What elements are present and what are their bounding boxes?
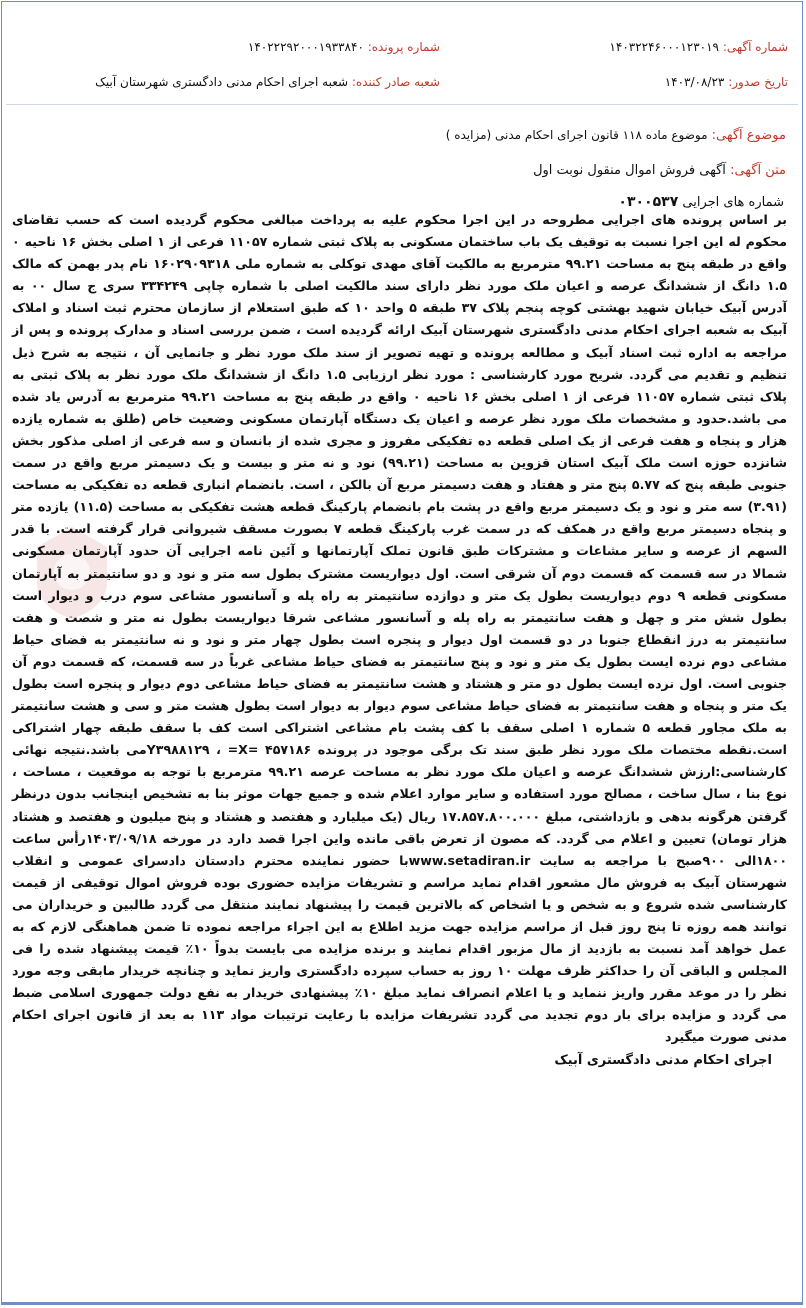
issuer-row [95, 74, 440, 90]
subject-label: موضوع آگهی: [711, 128, 786, 143]
issuer-value: شعبه اجرای احکام مدنی دادگستری شهرستان آبیک [95, 75, 349, 89]
signoff: اجرای احکام مدنی دادگستری آبیک [554, 1053, 772, 1068]
issue-date-value: ۱۴۰۳/۰۸/۲۳ [664, 75, 725, 89]
notice-frame [1, 1, 803, 1305]
text-title-row [533, 162, 786, 180]
ad-number-row [609, 39, 788, 55]
text-title: آگهی فروش اموال منقول نوبت اول [533, 163, 726, 178]
ad-number-value: ۱۴۰۳۲۲۴۶۰۰۰۱۲۳۰۱۹ [609, 40, 719, 54]
issue-date-label: تاریخ صدور: [728, 75, 788, 89]
issuer-label: شعبه صادر کننده: [351, 75, 440, 89]
notice-body-paragraph: بر اساس پرونده های اجرایی مطروحه در این اجرا محکوم علیه به پرداخت مبالغی محکوم گردیده است که حسب تقاضای محکوم له این اجرا نسبت به توقیف یک باب ساختمان مسکونی به پلاک ثبتی شماره ۱۱۰۵۷ فرعی از ۱ اصلی بخش ۱۶ ناحیه ۰ واقع در طبقه پنج به مساحت ۹۹.۲۱ مترمربع به مالکیت آقای مهدی توکلی به شماره ملی ۱۶۰۲۹۰۹۳۱۸ نام پدر بهمن که مالک ۱.۵ دانگ از ششدانگ عرصه و اعیان ملک مورد نظر دارای سند مالکیت اصلی با شماره چاپی ۳۳۴۲۴۹ سری ج سال ۰۰ به آدرس آبیک خیابان شهید بهشتی کوچه پنجم پلاک ۳۷ طبقه ۵ واحد ۱۰ که طبق استعلام از سازمان محترم ثبت اسناد و املاک آبیک به شعبه اجرای احکام مدنی دادگستری شهرستان آبیک ارائه گردیده است ، ضمن بررسی اسناد و مدارک پرونده و پس از مراجعه به اداره ثبت اسناد آبیک و مطالعه پرونده و تهیه تصویر از سند ملک مورد نظر و جانمایی آن ، نتیجه به شرح ذیل تنظیم و تقدیم می گردد. شریح مورد کارشناسی : مورد نظر ارزیابی ۱.۵ دانگ از ششدانگ ملک مورد نظر به پلاک ثبتی به پلاک ثبتی شماره ۱۱۰۵۷ فرعی از ۱ اصلی بخش ۱۶ ناحیه ۰ واقع در طبقه پنج به مساحت ۹۹.۲۱ مترمربع به آدرس یاد شده می باشد.حدود و مشخصات ملک مورد نظر عرصه و اعیان یک دستگاه آپارتمان مسکونی وضعیت خاص (طلق به شماره یازده هزار و پنجاه و هفت فرعی از یک اصلی قطعه ده تفکیکی مفروز و مجری شده از بانسان و سه فرعی از اصلی مذکور بخش شانزده حوزه است ملک آبیک استان قزوین به مساحت (۹۹.۲۱) نود و نه متر و بیست و یک دسیمتر مربع واقع در سمت جنوبی طبقه پنج که ۵.۷۷ پنج متر و هفتاد و هفت دسیمتر مربع آن بالکن ، است. بانضمام انباری قطعه ده تفکیکی به مساحت (۳.۹۱) سه متر و نود و یک دسیمتر مربع واقع در پشت بام بانضمام پارکینگ قطعه هشت تفکیکی به مساحت (۱۱.۵) یازده متر و پنجاه دسیمتر مربع واقع در همکف که در سمت غرب پارکینگ قطعه ۷ بصورت مسقف شیروانی قرار گرفته است. با قدر السهم از عرصه و سایر مشاعات و مشترکات طبق قانون تملک آپارتمانها و آئین نامه اجرایی آن حدود آپارتمان مسکونی شمالا در سه قسمت که قسمت دوم آن شرقی است. اول دیواریست مشترک بطول سه متر و نود و دو سانتیمتر به آپارتمان مسکونی قطعه ۹ دوم دیواریست بطول یک متر و دوازده سانتیمتر به راه پله و آسانسور مشاعی سوم درب و دیوار است بطول شش متر و چهل و هفت سانتیمتر به راه پله و آسانسور مشاعی شرقا دیواریست بطول نه متر و شصت و هفت سانتیمتر به درز انقطاع جنوبا در دو قسمت اول دیوار و پنجره است بطول چهار متر و نود و نه سانتیمتر به فضای حیاط مشاعی دوم نرده ایست بطول یک متر و نود و پنج سانتیمتر به فضای حیاط مشاعی غرباً در سه قسمت، که قسمت دوم آن جنوبی است. اول نرده ایست بطول دو متر و هشتاد و هشت سانتیمتر به فضای حیاط مشاعی دوم دیوار و پنجره است بطول یک متر و پنجاه و هفت سانتیمتر به فضای حیاط مشاعی سوم دیوار به دیوار است بطول هشت متر و سی و هشت سانتیمتر به ملک مجاور قطعه ۵ شماره ۱ اصلی سقف با کف پشت بام مشاعی اشتراکی است کف با سقف طبقه چهار اشتراکی است.نقطه مختصات ملک مورد نظر طبق سند تک برگی موجود در پرونده ۴۵۷۱۸۶ =Y۳۹۸۸۱۲۹ ، =Xمی باشد.نتیجه نهائی کارشناسی:ارزش ششدانگ عرصه و اعیان ملک مورد نظر به مساحت عرصه ۹۹.۲۱ مترمربع با توجه به موقعیت ، مساحت ، نوع بنا ، سال ساخت ، مصالح مورد استفاده و سایر موارد اعلام شده و جمیع جهات موثر بنا به تشخیص اینجانب بدون درنظر گرفتن هرگونه بدهی و بازداشتی، مبلغ ۱۷.۸۵۷.۸۰۰.۰۰۰ ریال (یک میلیارد و هفتصد و هشتاد و پنج میلیون و هفتصد و هشتاد هزار تومان) تعیین و اعلام می گردد. که مصون از تعرض باقی مانده واین اجرا قصد دارد در مورخه ۱۴۰۳/۰۹/۱۸رأس ساعت ۱۸۰۰الی ۹۰۰صبح با مراجعه به سایت www.setadiran.irبا حضور نماینده محترم دادستان دادسرای عمومی و انقلاب شهرستان آبیک به فروش مال مشعور اقدام نماید مراسم و تشریفات مزایده حضوری بوده فروش اموال توقیفی از قیمت کارشناسی شده شروع و به شخص و یا اشخاص که بالاترین قیمت را پیشنهاد نمایند منتقل می گردد طالبین و خریداران می توانند همه روزه تا پنج روز قبل از مراسم مزایده جهت مزید اطلاع به این اجراء مراجعه نموده تا ضمن هماهنگی لازم که به عمل خواهد آمد نسبت به بازدید از مال مزبور اقدام نمایند و برنده مزایده می بایست بدواً ۱۰٪ قیمت پیشنهاد شده را فی المجلس و الباقی آن را حداکثر ظرف مهلت ۱۰ روز به حساب سپرده دادگستری واریز نماید و چنانچه خریدار مابقی وجه مورد نظر را در موعد مقرر واریز ننماید و یا اعلام انصراف نماید مبلغ ۱۰٪ پیشنهادی خریدار به نفع دولت جمهوری اسلامی ضبط می گردد و مزایده برای بار دوم تجدید می گردد تشریفات مزایده با رعایت ترتیبات مواد ۱۱۳ به بعد از قانون اجرای احکام مدنی صورت میگیرد [12, 212, 788, 1045]
case-number-row [248, 39, 440, 55]
subject-value: موضوع ماده ۱۱۸ قانون اجرای احکام مدنی (مزایده ) [445, 128, 708, 142]
case-number-label: شماره پرونده: [367, 40, 440, 54]
notice-header [2, 2, 802, 102]
issue-date-row [665, 74, 788, 90]
exec-number: ۰۳۰۰۵۳۷ [618, 194, 679, 210]
ad-number-label: شماره آگهی: [722, 40, 788, 54]
notice-body [12, 209, 787, 1049]
subject-row [446, 126, 786, 145]
case-number-value: ۱۴۰۲۲۲۹۲۰۰۰۱۹۳۳۸۴۰ [247, 40, 364, 54]
header-divider [6, 104, 798, 105]
exec-label: شماره های اجرایی [682, 195, 784, 210]
text-label: متن آگهی: [730, 163, 786, 178]
